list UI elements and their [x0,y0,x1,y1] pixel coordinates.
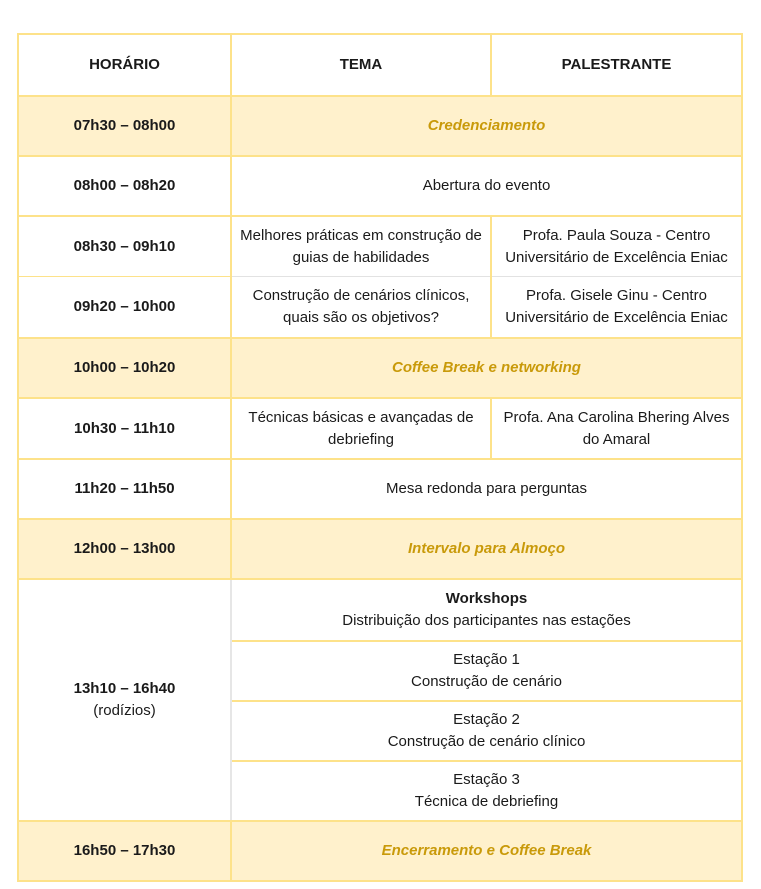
workshops-time-cell [19,580,232,820]
break-title: Coffee Break e networking [392,359,581,376]
station-title: Estação 2 [453,711,520,728]
table-row [19,458,741,518]
table-row [19,155,741,215]
table-header-row [19,35,741,95]
event-title: Mesa redonda para perguntas [386,480,587,497]
table-row [19,397,741,458]
row-time: 08h30 – 09h10 [19,217,232,276]
row-palestrante: Profa. Paula Souza - Centro Universitário de Excelência Eniac [505,226,728,266]
break-title: Intervalo para Almoço [408,540,565,557]
row-time: 12h00 – 13h00 [19,520,232,578]
row-time: 16h50 – 17h30 [19,822,232,880]
row-time: 07h30 – 08h00 [19,97,232,155]
row-palestrante: Profa. Ana Carolina Bhering Alves do Amaral [503,408,730,448]
workshop-station-2 [232,700,741,760]
row-tema: Técnicas básicas e avançadas de debriefing [232,399,492,458]
workshop-title: Workshops [445,590,528,607]
workshop-station-1 [232,640,741,700]
row-tema: Melhores práticas em construção de guias de habilidades [232,217,492,276]
workshops-row [19,578,741,820]
workshop-station-3 [232,760,741,820]
station-subtitle: Construção de cenário [411,673,562,690]
row-tema: Construção de cenários clínicos, quais são os objetivos? [232,276,492,337]
header-tema: TEMA [232,35,492,95]
table-row [19,820,741,880]
table-row [19,215,741,276]
table-row [19,95,741,155]
row-time: 10h30 – 11h10 [19,399,232,458]
break-title: Encerramento e Coffee Break [381,842,592,859]
header-palestrante: PALESTRANTE [561,56,672,73]
row-palestrante: Profa. Gisele Ginu - Centro Universitário de Excelência Eniac [505,286,728,326]
row-time: 11h20 – 11h50 [19,460,232,518]
break-title: Credenciamento [427,117,546,134]
row-time: 10h00 – 10h20 [19,339,232,397]
table-row [19,518,741,578]
workshops-list [232,580,741,820]
station-title: Estação 1 [453,651,520,668]
header-horario: HORÁRIO [19,35,232,95]
station-subtitle: Construção de cenário clínico [387,733,586,750]
time-note: (rodízios) [93,702,156,719]
workshop-intro [232,580,741,640]
table-row [19,337,741,397]
station-title: Estação 3 [453,771,520,788]
row-time: 09h20 – 10h00 [19,276,232,337]
event-title: Abertura do evento [422,177,551,194]
row-time: 13h10 – 16h40 [73,680,176,697]
station-subtitle: Técnica de debriefing [414,793,559,810]
workshop-subtitle: Distribuição dos participantes nas estações [342,612,631,629]
row-time: 08h00 – 08h20 [19,157,232,215]
table-row [19,276,741,337]
schedule-table [17,33,743,882]
